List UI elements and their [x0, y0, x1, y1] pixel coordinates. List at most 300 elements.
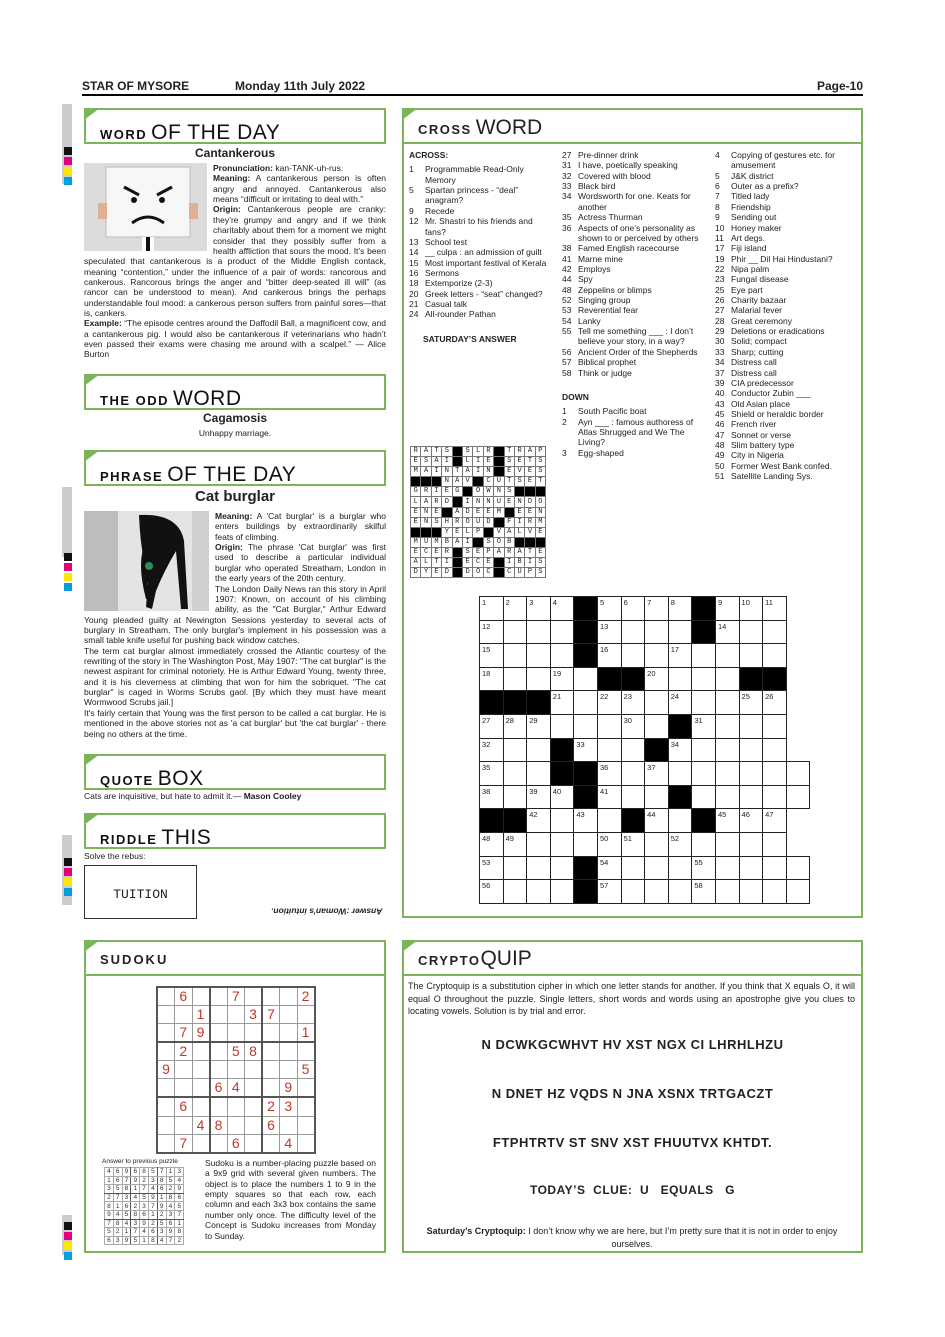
crossword-cell[interactable]: [715, 762, 739, 786]
black-square: [763, 667, 787, 691]
crossword-cell[interactable]: [621, 620, 645, 644]
issue-date: Monday 11th July 2022: [235, 79, 366, 93]
crossword-cell[interactable]: [739, 785, 763, 809]
crossword-cell[interactable]: [621, 856, 645, 880]
sudoku-cell[interactable]: [210, 1061, 228, 1079]
crossword-cell[interactable]: [715, 667, 739, 691]
crossword-cell[interactable]: [739, 856, 763, 880]
sudoku-cell[interactable]: [175, 1006, 193, 1024]
sudoku-cell[interactable]: 9: [192, 1024, 210, 1043]
sudoku-cell[interactable]: 2: [262, 1097, 280, 1116]
crossword-cell[interactable]: 31: [692, 714, 716, 738]
crossword-cell[interactable]: [715, 714, 739, 738]
clue-text: Tell me something ___ : I don’t believe your story, in a way?: [578, 326, 694, 347]
crossword-cell[interactable]: [645, 832, 669, 856]
sudoku-cell[interactable]: [227, 1061, 245, 1079]
crossword-cell[interactable]: [668, 880, 692, 904]
sudoku-cell[interactable]: [157, 1097, 175, 1116]
sudoku-cell[interactable]: [192, 1097, 210, 1116]
crossword-cell[interactable]: 47: [763, 809, 787, 833]
clue-number: 42: [562, 263, 572, 274]
crossword-cell[interactable]: 7: [645, 597, 669, 621]
crossword-cell[interactable]: [621, 738, 645, 762]
word-of-the-day-title: WORD OF THE DAY: [84, 108, 386, 144]
prev-answer-cell: 5: [140, 1193, 149, 1202]
crossword-cell[interactable]: [715, 644, 739, 668]
sudoku-cell[interactable]: 7: [262, 1006, 280, 1024]
crossword-cell[interactable]: [763, 832, 787, 856]
crossword-cell[interactable]: [527, 762, 551, 786]
crossword-cell[interactable]: [692, 832, 716, 856]
crossword-cell[interactable]: [597, 809, 621, 833]
answer-letter: N: [473, 497, 483, 507]
crossword-cell[interactable]: 15: [480, 644, 504, 668]
crossword-cell[interactable]: 16: [597, 644, 621, 668]
crossword-cell[interactable]: [550, 620, 574, 644]
clue-item: [409, 164, 555, 185]
crossword-cell[interactable]: [503, 644, 527, 668]
crossword-cell[interactable]: 2: [503, 597, 527, 621]
crossword-cell[interactable]: [763, 785, 787, 809]
crossword-cell[interactable]: [527, 620, 551, 644]
crossword-cell[interactable]: [739, 832, 763, 856]
sudoku-cell[interactable]: [157, 987, 175, 1006]
clue-text: Eye part: [731, 284, 763, 295]
crossword-cell[interactable]: [503, 856, 527, 880]
clue-number: 46: [715, 419, 725, 430]
sudoku-cell[interactable]: [157, 1024, 175, 1043]
crossword-cell[interactable]: [550, 832, 574, 856]
sudoku-cell[interactable]: [297, 1116, 315, 1134]
clue-text: Former West Bank confed.: [731, 460, 832, 471]
sudoku-cell[interactable]: [175, 1061, 193, 1079]
answer-letter: E: [411, 517, 421, 527]
crossword-cell[interactable]: [645, 785, 669, 809]
clue-item: [715, 223, 861, 233]
crossword-cell[interactable]: [621, 880, 645, 904]
clue-text: Great ceremony: [731, 315, 792, 326]
crossword-cell[interactable]: 40: [550, 785, 574, 809]
crossword-cell[interactable]: 6: [621, 597, 645, 621]
sudoku-cell[interactable]: [245, 1079, 263, 1098]
crossword-cell[interactable]: [715, 880, 739, 904]
crossword-cell[interactable]: [739, 738, 763, 762]
answer-letter: D: [442, 497, 452, 507]
clue-text: Fiji island: [731, 243, 767, 254]
crossword-cell[interactable]: 56: [480, 880, 504, 904]
black-square: [550, 762, 574, 786]
prev-answer-cell: 9: [140, 1219, 149, 1228]
crossword-cell[interactable]: [645, 644, 669, 668]
clue-item: [562, 243, 710, 253]
crossword-cell[interactable]: [621, 644, 645, 668]
crossword-cell[interactable]: [597, 714, 621, 738]
sudoku-cell[interactable]: [157, 1042, 175, 1061]
crossword-cell[interactable]: 5: [597, 597, 621, 621]
sudoku-cell[interactable]: 5: [227, 1042, 245, 1061]
crossword-cell[interactable]: 18: [480, 667, 504, 691]
crossword-cell[interactable]: [763, 880, 787, 904]
sudoku-cell[interactable]: [157, 1116, 175, 1134]
crossword-cell[interactable]: 32: [480, 738, 504, 762]
crossword-cell[interactable]: [763, 714, 787, 738]
sudoku-cell[interactable]: 1: [297, 1024, 315, 1043]
sudoku-cell[interactable]: [157, 1134, 175, 1153]
crossword-cell[interactable]: 1: [480, 597, 504, 621]
sudoku-cell[interactable]: [210, 1134, 228, 1153]
crossword-cell[interactable]: [645, 691, 669, 715]
crossword-cell[interactable]: [574, 667, 598, 691]
clue-number: 2: [562, 416, 567, 427]
sudoku-grid[interactable]: [156, 986, 316, 1154]
crossword-cell[interactable]: [550, 856, 574, 880]
sudoku-cell[interactable]: 2: [297, 987, 315, 1006]
crossword-cell[interactable]: [503, 762, 527, 786]
sudoku-cell[interactable]: 6: [210, 1079, 228, 1098]
crossword-cell[interactable]: [763, 762, 787, 786]
sudoku-cell[interactable]: [297, 1042, 315, 1061]
sudoku-cell[interactable]: [157, 1006, 175, 1024]
sudoku-cell[interactable]: [227, 1024, 245, 1043]
clue-text: Marne mine: [578, 253, 623, 264]
sudoku-cell[interactable]: [245, 1116, 263, 1134]
crossword-cell[interactable]: [763, 644, 787, 668]
crossword-cell[interactable]: 53: [480, 856, 504, 880]
crossword-cell[interactable]: [786, 856, 810, 880]
crossword-cell[interactable]: [574, 714, 598, 738]
sudoku-cell[interactable]: [210, 1097, 228, 1116]
sudoku-cell[interactable]: [297, 1079, 315, 1098]
crossword-cell[interactable]: [550, 809, 574, 833]
crossword-cell[interactable]: [527, 880, 551, 904]
sudoku-cell[interactable]: 3: [245, 1006, 263, 1024]
crossword-cell[interactable]: 4: [550, 597, 574, 621]
sudoku-cell[interactable]: 4: [227, 1079, 245, 1098]
crossword-cell[interactable]: [715, 738, 739, 762]
sudoku-cell[interactable]: [157, 1079, 175, 1098]
cryptoquip-intro: The Cryptoquip is a substitution cipher in which one letter stands for another. If you think that X equals O, it will equal O throughout the puzzle. Single letters, short words and words using an apostrophe give you clues to locating vowels. Solution is by trial and error.: [408, 981, 855, 1017]
sudoku-cell[interactable]: [262, 987, 280, 1006]
crossword-cell[interactable]: [739, 644, 763, 668]
crossword-cell[interactable]: [645, 880, 669, 904]
crossword-cell[interactable]: 54: [597, 856, 621, 880]
sudoku-cell[interactable]: 2: [175, 1042, 193, 1061]
sudoku-cell[interactable]: [280, 1006, 298, 1024]
crossword-grid[interactable]: [479, 596, 810, 904]
sudoku-cell[interactable]: [210, 1024, 228, 1043]
crossword-cell[interactable]: [527, 667, 551, 691]
clue-number: 17: [715, 243, 725, 254]
crossword-cell[interactable]: 45: [715, 809, 739, 833]
sudoku-cell[interactable]: 1: [192, 1006, 210, 1024]
crossword-cell[interactable]: [645, 856, 669, 880]
sudoku-cell[interactable]: [210, 1006, 228, 1024]
page-number: Page-10: [816, 79, 863, 93]
sudoku-cell[interactable]: 9: [280, 1079, 298, 1098]
sudoku-cell[interactable]: [297, 1006, 315, 1024]
sudoku-cell[interactable]: 8: [210, 1116, 228, 1134]
clue-item: [715, 357, 861, 367]
crossword-cell[interactable]: 48: [480, 832, 504, 856]
crossword-cell[interactable]: [503, 667, 527, 691]
sudoku-cell[interactable]: [245, 987, 263, 1006]
sudoku-cell[interactable]: [262, 1042, 280, 1061]
sudoku-cell[interactable]: 6: [175, 987, 193, 1006]
crossword-cell[interactable]: [692, 644, 716, 668]
crossword-cell[interactable]: [550, 880, 574, 904]
sudoku-cell[interactable]: 4: [280, 1134, 298, 1153]
sudoku-cell[interactable]: [245, 1024, 263, 1043]
crossword-cell[interactable]: [527, 644, 551, 668]
sudoku-cell[interactable]: [262, 1134, 280, 1153]
sudoku-cell[interactable]: [227, 1097, 245, 1116]
crossword-cell[interactable]: 14: [715, 620, 739, 644]
sudoku-cell[interactable]: [280, 1042, 298, 1061]
crossword-cell[interactable]: 34: [668, 738, 692, 762]
crossword-cell[interactable]: 26: [763, 691, 787, 715]
crossword-cell[interactable]: 35: [480, 762, 504, 786]
crossword-cell[interactable]: 43: [574, 809, 598, 833]
sudoku-cell[interactable]: [297, 1134, 315, 1153]
clue-item: [562, 368, 710, 378]
crossword-cell[interactable]: [527, 832, 551, 856]
crossword-cell[interactable]: 27: [480, 714, 504, 738]
clue-number: 5: [409, 185, 414, 196]
clue-number: 36: [562, 222, 572, 233]
clue-text: Egg-shaped: [578, 447, 624, 458]
clue-item: [715, 305, 861, 315]
crossword-cell[interactable]: [786, 880, 810, 904]
crossword-cell[interactable]: [763, 620, 787, 644]
crossword-cell[interactable]: [550, 714, 574, 738]
clue-number: 41: [562, 253, 572, 264]
crossword-cell[interactable]: 28: [503, 714, 527, 738]
crossword-cell[interactable]: [645, 620, 669, 644]
prev-answer-cell: 6: [105, 1236, 114, 1245]
crossword-cell[interactable]: 52: [668, 832, 692, 856]
sudoku-cell[interactable]: 9: [157, 1061, 175, 1079]
odd-word: Cagamosis: [202, 411, 268, 425]
clue-text: Charity bazaar: [731, 295, 787, 306]
crossword-cell[interactable]: 24: [668, 691, 692, 715]
sudoku-cell[interactable]: [192, 1042, 210, 1061]
sudoku-cell[interactable]: [192, 1061, 210, 1079]
crossword-cell[interactable]: 3: [527, 597, 551, 621]
sudoku-cell[interactable]: [245, 1061, 263, 1079]
crossword-cell[interactable]: 37: [645, 762, 669, 786]
crossword-cell[interactable]: [503, 785, 527, 809]
sudoku-cell[interactable]: 6: [262, 1116, 280, 1134]
crossword-cell[interactable]: 41: [597, 785, 621, 809]
crossword-cell[interactable]: 21: [550, 691, 574, 715]
sudoku-cell[interactable]: [227, 1006, 245, 1024]
clue-item: [409, 309, 555, 319]
clue-number: 35: [562, 212, 572, 223]
clue-number: 19: [715, 253, 725, 264]
black-square: [494, 558, 504, 568]
prev-answer-cell: 2: [113, 1228, 122, 1237]
answer-letter: L: [462, 527, 472, 537]
crossword-cell[interactable]: 19: [550, 667, 574, 691]
crossword-cell[interactable]: [786, 785, 810, 809]
crossword-cell[interactable]: 42: [527, 809, 551, 833]
crossword-cell[interactable]: [503, 880, 527, 904]
crossword-cell[interactable]: [668, 856, 692, 880]
answer-letter: S: [535, 558, 545, 568]
crossword-cell[interactable]: [668, 620, 692, 644]
crossword-cell[interactable]: [503, 738, 527, 762]
crossword-cell[interactable]: 46: [739, 809, 763, 833]
answer-letter: V: [494, 527, 504, 537]
crossword-cell[interactable]: 11: [763, 597, 787, 621]
crossword-cell[interactable]: 51: [621, 832, 645, 856]
crossword-cell[interactable]: [527, 738, 551, 762]
crossword-cell[interactable]: 49: [503, 832, 527, 856]
answer-letter: E: [483, 507, 493, 517]
crossword-cell[interactable]: 33: [574, 738, 598, 762]
crossword-cell[interactable]: 23: [621, 691, 645, 715]
sudoku-cell[interactable]: [227, 1116, 245, 1134]
crossword-cell[interactable]: 55: [692, 856, 716, 880]
prev-answer-cell: 3: [148, 1176, 157, 1185]
crossword-cell[interactable]: 44: [645, 809, 669, 833]
sudoku-cell[interactable]: [245, 1134, 263, 1153]
clue-number: 48: [562, 284, 572, 295]
crossword-cell[interactable]: [692, 738, 716, 762]
sudoku-cell[interactable]: [297, 1097, 315, 1116]
crossword-cell[interactable]: 22: [597, 691, 621, 715]
sudoku-cell[interactable]: 7: [227, 987, 245, 1006]
clue-number: 13: [409, 236, 419, 247]
crossword-cell[interactable]: 20: [645, 667, 669, 691]
answer-letter: T: [525, 547, 535, 557]
sudoku-cell[interactable]: [175, 1116, 193, 1134]
crossword-cell[interactable]: [621, 785, 645, 809]
crossword-cell[interactable]: [739, 880, 763, 904]
sudoku-cell[interactable]: [192, 987, 210, 1006]
crossword-cell[interactable]: [739, 762, 763, 786]
sudoku-cell[interactable]: 6: [227, 1134, 245, 1153]
clue-number: 52: [562, 295, 572, 306]
crossword-cell[interactable]: [621, 762, 645, 786]
sudoku-cell[interactable]: [262, 1061, 280, 1079]
crossword-cell[interactable]: [668, 809, 692, 833]
sudoku-cell[interactable]: [192, 1134, 210, 1153]
crossword-cell[interactable]: [692, 667, 716, 691]
crossword-cell[interactable]: 8: [668, 597, 692, 621]
crossword-cell[interactable]: 36: [597, 762, 621, 786]
crossword-cell[interactable]: [574, 691, 598, 715]
crossword-cell[interactable]: 50: [597, 832, 621, 856]
crossword-cell[interactable]: 9: [715, 597, 739, 621]
crossword-cell[interactable]: [715, 856, 739, 880]
crossword-cell[interactable]: 38: [480, 785, 504, 809]
sudoku-cell[interactable]: 7: [175, 1134, 193, 1153]
answer-letter: P: [473, 527, 483, 537]
answer-letter: E: [514, 457, 524, 467]
crossword-cell[interactable]: [692, 691, 716, 715]
sudoku-cell[interactable]: [280, 1116, 298, 1134]
sudoku-cell[interactable]: [245, 1097, 263, 1116]
clue-number: 37: [715, 367, 725, 378]
crossword-cell[interactable]: [692, 785, 716, 809]
sudoku-cell[interactable]: [192, 1079, 210, 1098]
clue-text: Distress call: [731, 357, 777, 368]
crossword-cell[interactable]: [668, 667, 692, 691]
crossword-cell[interactable]: [692, 762, 716, 786]
crossword-cell[interactable]: 58: [692, 880, 716, 904]
sudoku-cell[interactable]: [175, 1079, 193, 1098]
crossword-cell[interactable]: [574, 832, 598, 856]
crossword-cell[interactable]: 13: [597, 620, 621, 644]
crossword-cell[interactable]: [715, 785, 739, 809]
sudoku-cell[interactable]: [210, 1042, 228, 1061]
sudoku-cell[interactable]: [262, 1024, 280, 1043]
sudoku-cell[interactable]: [280, 1024, 298, 1043]
crossword-cell[interactable]: [763, 856, 787, 880]
clue-number: 53: [562, 305, 572, 316]
crossword-cell[interactable]: [763, 738, 787, 762]
crossword-cell[interactable]: [668, 762, 692, 786]
crossword-cell[interactable]: 25: [739, 691, 763, 715]
clue-item: [562, 171, 710, 181]
clue-text: Singing group: [578, 295, 631, 306]
sudoku-cell[interactable]: 8: [245, 1042, 263, 1061]
crossword-cell[interactable]: [550, 644, 574, 668]
margin-bar: [62, 487, 72, 557]
sudoku-cell[interactable]: 3: [280, 1097, 298, 1116]
crossword-cell[interactable]: [715, 832, 739, 856]
crossword-cell[interactable]: [597, 738, 621, 762]
sudoku-cell[interactable]: 6: [175, 1097, 193, 1116]
sudoku-cell[interactable]: 5: [297, 1061, 315, 1079]
crossword-cell[interactable]: 39: [527, 785, 551, 809]
clue-item: [715, 254, 861, 264]
crossword-cell[interactable]: [739, 620, 763, 644]
answer-letter: A: [514, 547, 524, 557]
clue-text: Nipa palm: [731, 263, 770, 274]
sudoku-cell[interactable]: 7: [175, 1024, 193, 1043]
answer-letter: M: [535, 517, 545, 527]
answer-letter: S: [462, 447, 472, 457]
crossword-cell[interactable]: [503, 620, 527, 644]
crossword-cell[interactable]: 29: [527, 714, 551, 738]
sudoku-cell[interactable]: [262, 1079, 280, 1098]
crossword-cell[interactable]: 17: [668, 644, 692, 668]
prev-answer-cell: 6: [148, 1228, 157, 1237]
riddle-answer-upside-down: Answer :Woman's intuition.: [271, 906, 383, 917]
sudoku-cell[interactable]: [280, 987, 298, 1006]
answer-letter: U: [494, 497, 504, 507]
crossword-cell[interactable]: 30: [621, 714, 645, 738]
crossword-cell[interactable]: 57: [597, 880, 621, 904]
clue-number: 9: [409, 205, 414, 216]
crossword-cell[interactable]: [715, 691, 739, 715]
across-clues-col2: 27 Pre-dinner drink 31 I have, poetically speaking 32 Covered with blood 33 Black bird 34 Wordsworth for one. Keats for another 35 Actress Thurman 36 Aspects of one’s personality as shown to or perceived by others 38 Famed English racecourse 41 Marne mine 42 Employs 44 Spy 48 Zeppelins or blimps 52 Singing group 53 Reverential fear 54 Lanky 55 Tell me something ___ : I don’t believe your story, in a way? 56 Ancient Order of the Shepherds 57 Biblical prophet 58 Think or judge DOWN 1 South Pacific boat 2 Ayn ___ : famous authoress of Atlas Shrugged and We The Living? 3 Egg-shaped: [562, 150, 710, 458]
crossword-cell[interactable]: 10: [739, 597, 763, 621]
crossword-cell[interactable]: 12: [480, 620, 504, 644]
crossword-cell[interactable]: [645, 714, 669, 738]
prev-answer-cell: 7: [131, 1228, 140, 1237]
clue-number: 20: [409, 288, 419, 299]
answer-letter: C: [483, 568, 493, 578]
crossword-cell[interactable]: [739, 714, 763, 738]
crossword-cell[interactable]: [786, 762, 810, 786]
sudoku-cell[interactable]: [210, 987, 228, 1006]
sudoku-cell[interactable]: 4: [192, 1116, 210, 1134]
sudoku-cell[interactable]: [280, 1061, 298, 1079]
crossword-cell[interactable]: [527, 856, 551, 880]
